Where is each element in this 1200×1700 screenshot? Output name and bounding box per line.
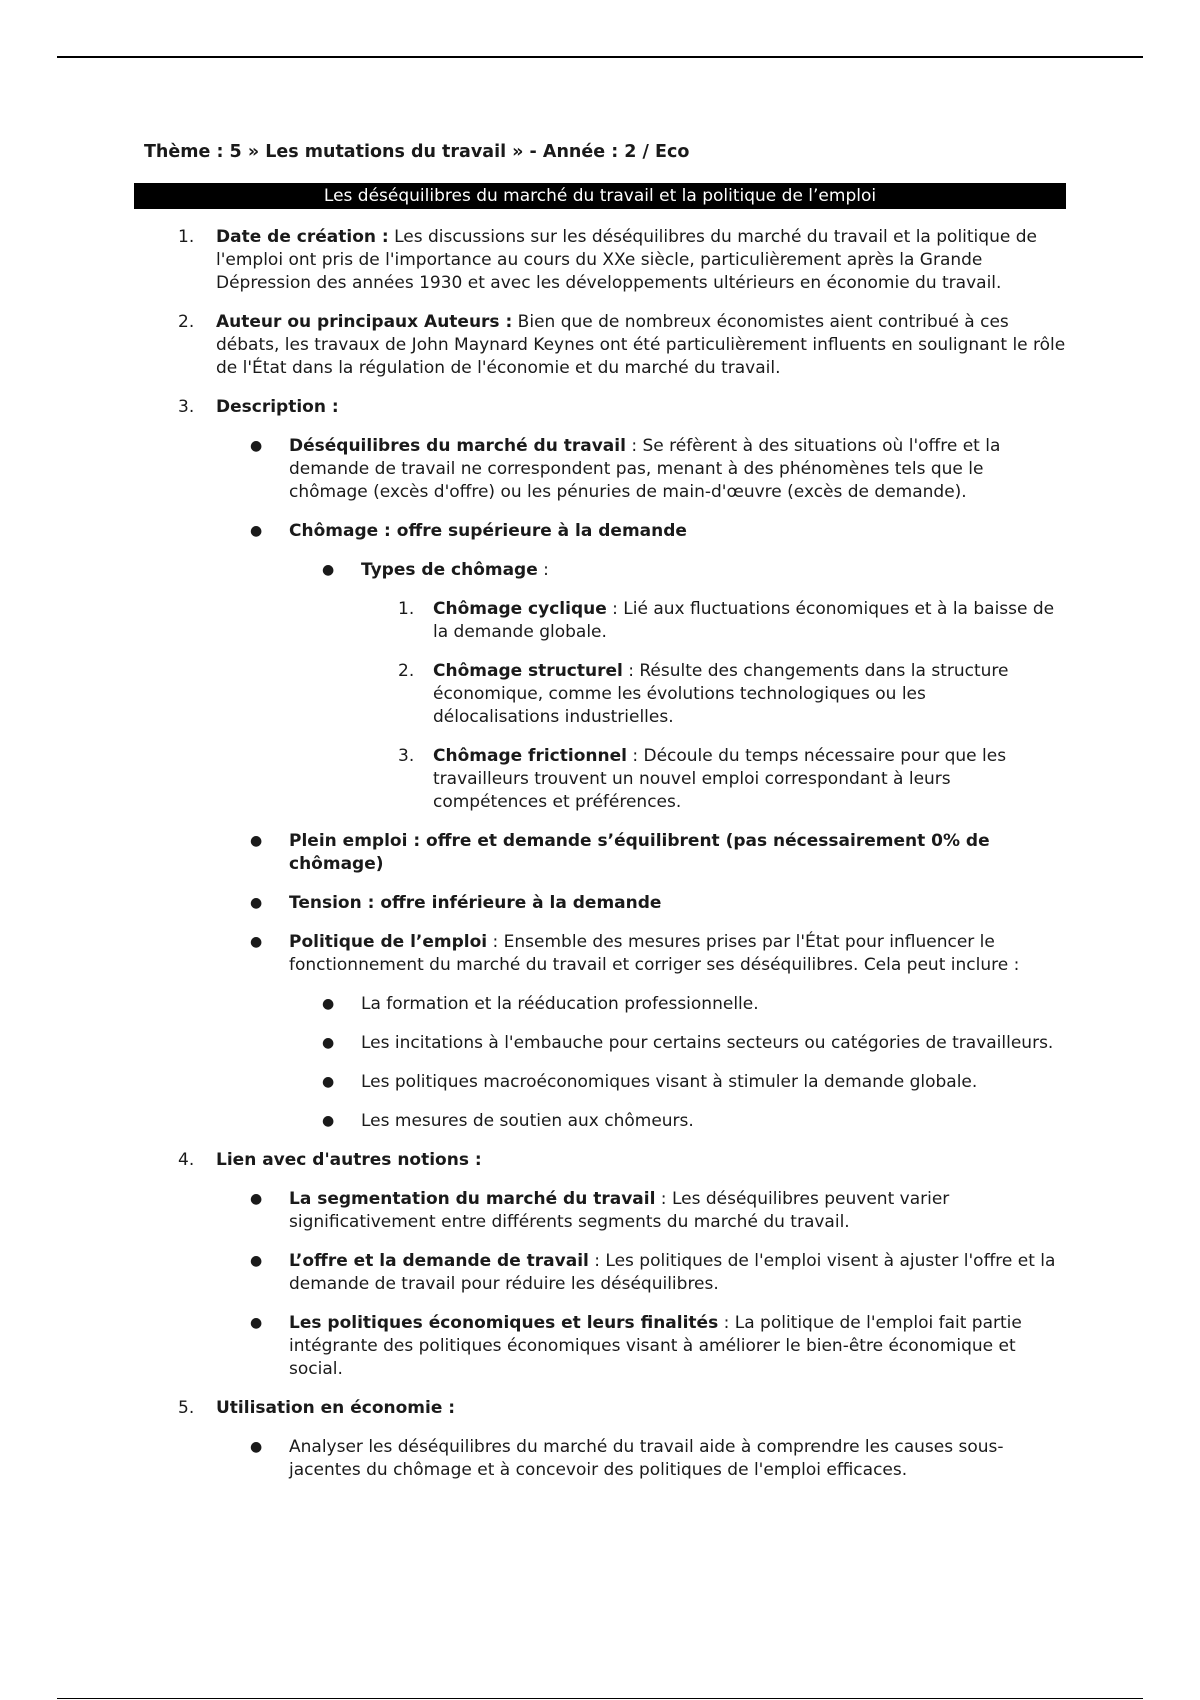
bullet-icon: ● (250, 1253, 263, 1269)
bullet-icon: ● (250, 438, 263, 454)
bottom-rule (57, 1698, 1143, 1699)
list-item: 3. Chômage frictionnel : Découle du temps nécessaire pour que les travailleurs trouvent un nouvel emploi correspondant à leurs compétences et préférences. (398, 746, 1007, 812)
bullet-icon: ● (322, 1074, 335, 1090)
bullet-icon: ● (250, 1439, 263, 1455)
list-item: 2. Chômage structurel : Résulte des changements dans la structure économique, comme les évolutions technologiques ou les délocalisations industrielles. (398, 661, 1009, 727)
section-date: 1. Date de création : Les discussions sur les déséquilibres du marché du travail et la politique de l'emploi ont pris de l'importance au cours du XXe siècle, particulièrement après la Grande Dépression des années 1930 et avec les développements ultérieurs en économie du travail. (178, 227, 1037, 293)
list-item: ● Les politiques macroéconomiques visant à stimuler la demande globale. (322, 1072, 978, 1092)
section-description: 3. Description : (178, 397, 339, 417)
list-item: ● Déséquilibres du marché du travail : Se réfèrent à des situations où l'offre et la demande de travail ne correspondent pas, menant à des phénomènes tels que le chômage (excès d'offre) ou les pénuries de main-d'œuvre (excès de demande). (250, 436, 1001, 502)
list-item: ● L’offre et la demande de travail : Les politiques de l'emploi visent à ajuster l'offre et la demande de travail pour réduire les déséquilibres. (250, 1251, 1056, 1294)
list-item: ● Les mesures de soutien aux chômeurs. (322, 1111, 694, 1131)
section-title: Description : (216, 397, 339, 417)
list-item: ● Tension : offre inférieure à la demande (250, 893, 662, 913)
bullet-icon: ● (322, 562, 335, 578)
bullet-icon: ● (250, 833, 263, 849)
bullet-icon: ● (322, 1035, 335, 1051)
document-body (134, 226, 1066, 1498)
section-title: Auteur ou principaux Auteurs : (216, 312, 513, 332)
list-item: 1. Chômage cyclique : Lié aux fluctuations économiques et à la baisse de la demande globale. (398, 599, 1055, 642)
list-item: ● La formation et la rééducation professionnelle. (322, 994, 759, 1014)
list-item: ● Les incitations à l'embauche pour certains secteurs ou catégories de travailleurs. (322, 1033, 1054, 1053)
bullet-icon: ● (250, 1191, 263, 1207)
section-title: Lien avec d'autres notions : (216, 1150, 482, 1170)
list-item: ● Chômage : offre supérieure à la demande (250, 521, 687, 541)
bullet-icon: ● (250, 1315, 263, 1331)
section-usage: 5. Utilisation en économie : (178, 1398, 456, 1418)
theme-heading: Thème : 5 » Les mutations du travail » - Année : 2 / Eco (144, 142, 690, 162)
section-related-notions: 4. Lien avec d'autres notions : (178, 1150, 482, 1170)
bullet-icon: ● (322, 1113, 335, 1129)
list-item: ● Les politiques économiques et leurs finalités : La politique de l'emploi fait partie intégrante des politiques économiques visant à améliorer le bien-être économique et social. (250, 1313, 1022, 1379)
bullet-icon: ● (250, 895, 263, 911)
title-banner: Les déséquilibres du marché du travail et la politique de l’emploi (134, 183, 1066, 209)
bullet-icon: ● (250, 523, 263, 539)
list-item: ● La segmentation du marché du travail : Les déséquilibres peuvent varier significativement entre différents segments du marché du travail. (250, 1189, 950, 1232)
section-title: Date de création : (216, 227, 389, 247)
list-item: ● Plein emploi : offre et demande s’équilibrent (pas nécessairement 0% de chômage) (250, 831, 990, 874)
list-item: ● Types de chômage : (322, 560, 549, 580)
list-item: ● Analyser les déséquilibres du marché du travail aide à comprendre les causes sous-jacentes du chômage et à concevoir des politiques de l'emploi efficaces. (250, 1437, 1004, 1480)
bullet-icon: ● (250, 934, 263, 950)
section-title: Utilisation en économie : (216, 1398, 456, 1418)
bullet-icon: ● (322, 996, 335, 1012)
section-authors: 2. Auteur ou principaux Auteurs : Bien que de nombreux économistes aient contribué à ces débats, les travaux de John Maynard Keynes ont été particulièrement influents en soulignant le rôle de l'État dans la régulation de l'économie et du marché du travail. (178, 312, 1066, 378)
top-rule (57, 56, 1143, 58)
list-item: ● Politique de l’emploi : Ensemble des mesures prises par l'État pour influencer le fonctionnement du marché du travail et corriger ses déséquilibres. Cela peut inclure : (250, 932, 1020, 975)
